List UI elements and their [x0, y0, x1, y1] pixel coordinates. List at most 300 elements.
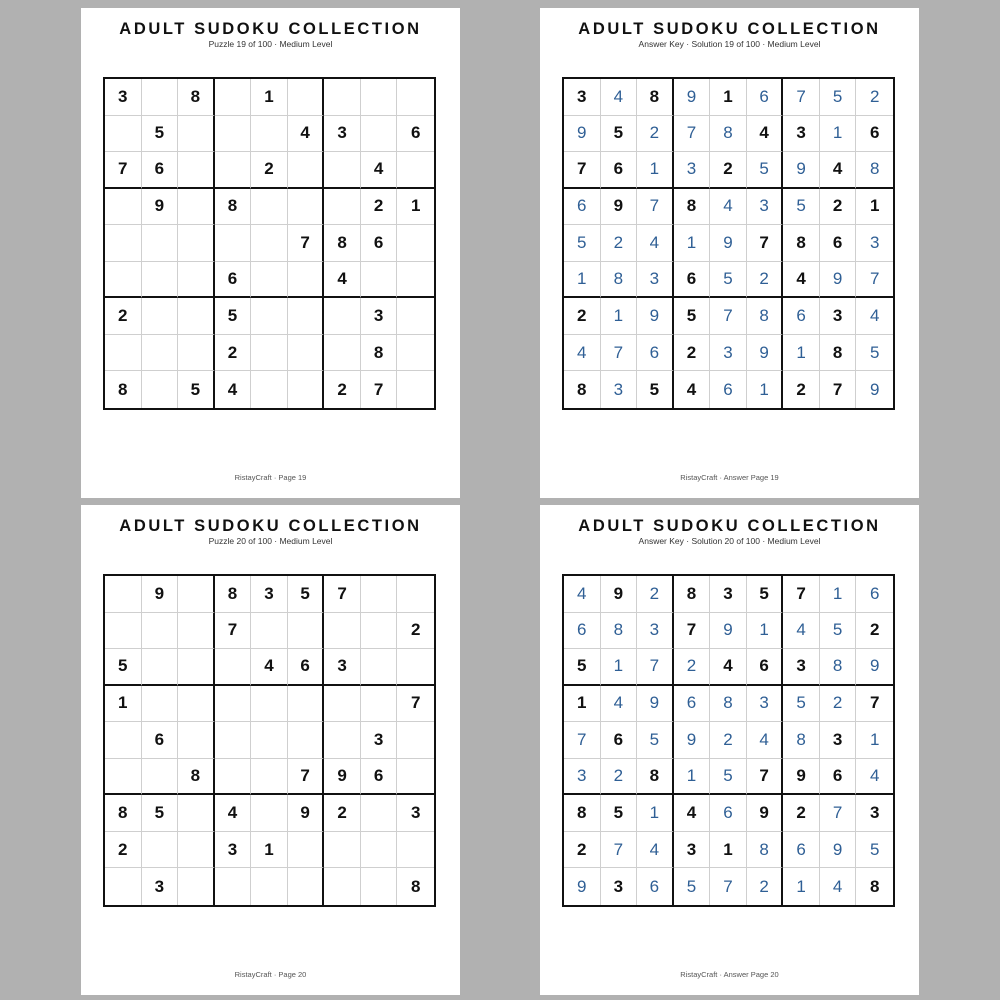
given-digit-cell: 5 [105, 649, 142, 686]
given-digit-cell: 8 [410, 876, 421, 896]
solution-digit-cell: 9 [783, 152, 820, 189]
empty-cell [288, 832, 325, 869]
given-digit-cell: 8 [674, 189, 711, 226]
solution-digit-cell: 9 [869, 379, 880, 399]
solution-digit-cell: 4 [601, 79, 638, 116]
empty-cell [142, 686, 179, 723]
empty-cell [397, 759, 434, 796]
solution-digit-cell: 2 [820, 686, 857, 723]
solution-digit-cell: 7 [710, 868, 747, 905]
solution-digit-cell: 7 [820, 795, 857, 832]
empty-cell [178, 649, 215, 686]
given-digit-cell: 8 [324, 225, 361, 262]
solution-digit-cell: 1 [564, 262, 601, 299]
given-digit-cell: 6 [288, 649, 325, 686]
solution-digit-cell: 1 [601, 298, 638, 335]
solution-digit-cell: 4 [601, 686, 638, 723]
sudoku-solution-grid [562, 77, 895, 410]
empty-cell [251, 722, 288, 759]
empty-cell [361, 868, 398, 905]
solution-digit-cell: 7 [856, 262, 893, 299]
given-digit-cell: 1 [856, 189, 893, 226]
given-digit-cell: 1 [710, 79, 747, 116]
given-digit-cell: 3 [215, 832, 252, 869]
empty-cell [251, 795, 288, 832]
page-title: ADULT SUDOKU COLLECTION [578, 517, 881, 535]
solution-digit-cell: 1 [783, 335, 820, 372]
empty-cell [251, 189, 288, 226]
solution-digit-cell: 9 [674, 79, 711, 116]
given-digit-cell: 7 [820, 371, 857, 408]
solution-digit-cell: 3 [637, 613, 674, 650]
page-footer: RistayCraft · Page 20 [234, 970, 307, 979]
empty-cell [178, 298, 215, 335]
given-digit-cell: 6 [856, 116, 893, 153]
empty-cell [251, 262, 288, 299]
solution-digit-cell: 1 [674, 759, 711, 796]
empty-cell [215, 686, 252, 723]
given-digit-cell: 2 [105, 832, 142, 869]
solution-digit-cell: 1 [637, 795, 674, 832]
given-digit-cell: 2 [710, 152, 747, 189]
empty-cell [288, 189, 325, 226]
given-digit-cell: 8 [637, 759, 674, 796]
solution-digit-cell: 9 [674, 722, 711, 759]
solution-digit-cell: 9 [710, 225, 747, 262]
empty-cell [361, 576, 398, 613]
sudoku-grid [103, 574, 436, 907]
given-digit-cell: 4 [710, 649, 747, 686]
given-digit-cell: 3 [820, 722, 857, 759]
given-digit-cell: 5 [601, 116, 638, 153]
empty-cell [142, 262, 179, 299]
given-digit-cell: 4 [820, 152, 857, 189]
solution-digit-cell: 5 [564, 225, 601, 262]
given-digit-cell: 2 [215, 335, 252, 372]
empty-cell [361, 795, 398, 832]
solution-digit-cell: 4 [820, 868, 857, 905]
solution-digit-cell: 1 [783, 868, 820, 905]
empty-cell [251, 298, 288, 335]
empty-cell [215, 79, 252, 116]
given-digit-cell: 8 [105, 371, 142, 408]
solution-digit-cell: 9 [820, 262, 857, 299]
empty-cell [397, 335, 434, 372]
given-digit-cell: 7 [361, 371, 398, 408]
given-digit-cell: 3 [783, 649, 820, 686]
given-digit-cell: 1 [251, 832, 288, 869]
solution-digit-cell: 4 [856, 298, 893, 335]
solution-digit-cell: 3 [710, 335, 747, 372]
given-digit-cell: 7 [288, 225, 325, 262]
given-digit-cell: 3 [251, 576, 288, 613]
given-digit-cell: 2 [397, 613, 434, 650]
solution-digit-cell: 8 [710, 116, 747, 153]
solution-digit-cell: 6 [783, 832, 820, 869]
given-digit-cell: 6 [601, 722, 638, 759]
empty-cell [288, 371, 325, 408]
solution-digit-cell: 5 [710, 759, 747, 796]
solution-digit-cell: 3 [856, 225, 893, 262]
given-digit-cell: 8 [215, 189, 252, 226]
solution-digit-cell: 4 [637, 225, 674, 262]
empty-cell [105, 189, 142, 226]
empty-cell [288, 335, 325, 372]
empty-cell [215, 225, 252, 262]
solution-digit-cell: 3 [747, 686, 784, 723]
given-digit-cell: 7 [674, 613, 711, 650]
given-digit-cell: 5 [564, 649, 601, 686]
solution-digit-cell: 2 [601, 759, 638, 796]
empty-cell [105, 722, 142, 759]
given-digit-cell: 5 [142, 116, 179, 153]
answer-page-20 [540, 505, 919, 995]
given-digit-cell: 7 [324, 576, 361, 613]
empty-cell [142, 79, 179, 116]
given-digit-cell: 1 [397, 189, 434, 226]
given-digit-cell: 6 [397, 116, 434, 153]
empty-cell [178, 722, 215, 759]
empty-cell [142, 759, 179, 796]
given-digit-cell: 4 [324, 262, 361, 299]
solution-digit-cell: 2 [710, 722, 747, 759]
solution-digit-cell: 3 [674, 152, 711, 189]
solution-digit-cell: 5 [674, 868, 711, 905]
empty-cell [288, 152, 325, 189]
solution-digit-cell: 7 [601, 335, 638, 372]
given-digit-cell: 8 [820, 335, 857, 372]
solution-digit-cell: 2 [637, 576, 674, 613]
given-digit-cell: 2 [783, 795, 820, 832]
empty-cell [178, 189, 215, 226]
given-digit-cell: 9 [142, 576, 179, 613]
empty-cell [397, 576, 434, 613]
solution-digit-cell: 4 [564, 335, 601, 372]
empty-cell [105, 225, 142, 262]
page-title: ADULT SUDOKU COLLECTION [119, 20, 422, 38]
empty-cell [105, 262, 142, 299]
empty-cell [215, 759, 252, 796]
given-digit-cell: 5 [178, 371, 215, 408]
given-digit-cell: 7 [215, 613, 252, 650]
given-digit-cell: 5 [637, 371, 674, 408]
given-digit-cell: 8 [637, 79, 674, 116]
given-digit-cell: 8 [564, 371, 601, 408]
sudoku-solution-grid [562, 574, 895, 907]
given-digit-cell: 9 [747, 795, 784, 832]
empty-cell [142, 298, 179, 335]
given-digit-cell: 5 [215, 298, 252, 335]
answer-page-19 [540, 8, 919, 498]
solution-digit-cell: 6 [564, 613, 601, 650]
given-digit-cell: 1 [564, 686, 601, 723]
solution-digit-cell: 2 [747, 868, 784, 905]
given-digit-cell: 3 [397, 795, 434, 832]
empty-cell [324, 335, 361, 372]
given-digit-cell: 8 [215, 576, 252, 613]
page-subtitle: Answer Key · Solution 19 of 100 · Medium Level [638, 39, 821, 49]
empty-cell [142, 613, 179, 650]
solution-digit-cell: 1 [747, 613, 784, 650]
solution-digit-cell: 6 [564, 189, 601, 226]
solution-digit-cell: 6 [710, 371, 747, 408]
given-digit-cell: 5 [674, 298, 711, 335]
given-digit-cell: 3 [820, 298, 857, 335]
empty-cell [178, 686, 215, 723]
solution-digit-cell: 6 [783, 298, 820, 335]
page-title: ADULT SUDOKU COLLECTION [119, 517, 422, 535]
solution-digit-cell: 8 [601, 613, 638, 650]
puzzle-page-20 [81, 505, 460, 995]
given-digit-cell: 7 [105, 152, 142, 189]
given-digit-cell: 4 [288, 116, 325, 153]
solution-digit-cell: 5 [856, 832, 893, 869]
solution-digit-cell: 9 [637, 298, 674, 335]
given-digit-cell: 7 [856, 686, 893, 723]
solution-digit-cell: 4 [783, 613, 820, 650]
given-digit-cell: 2 [564, 298, 601, 335]
given-digit-cell: 6 [820, 225, 857, 262]
solution-digit-cell: 7 [564, 722, 601, 759]
given-digit-cell: 8 [105, 795, 142, 832]
empty-cell [288, 79, 325, 116]
empty-cell [215, 116, 252, 153]
empty-cell [178, 832, 215, 869]
given-digit-cell: 5 [142, 795, 179, 832]
page-footer: RistayCraft · Answer Page 19 [680, 473, 779, 482]
solution-digit-cell: 1 [820, 116, 857, 153]
empty-cell [178, 116, 215, 153]
empty-cell [397, 371, 434, 408]
given-digit-cell: 4 [251, 649, 288, 686]
given-digit-cell: 4 [215, 371, 252, 408]
solution-digit-cell: 4 [710, 189, 747, 226]
empty-cell [361, 79, 398, 116]
given-digit-cell: 3 [856, 795, 893, 832]
solution-digit-cell: 6 [637, 335, 674, 372]
solution-digit-cell: 8 [820, 649, 857, 686]
solution-digit-cell: 6 [710, 795, 747, 832]
empty-cell [178, 795, 215, 832]
solution-digit-cell: 4 [637, 832, 674, 869]
empty-cell [251, 225, 288, 262]
solution-digit-cell: 6 [637, 868, 674, 905]
empty-cell [251, 868, 288, 905]
given-digit-cell: 3 [361, 298, 398, 335]
empty-cell [324, 298, 361, 335]
solution-digit-cell: 8 [747, 832, 784, 869]
solution-digit-cell: 9 [820, 832, 857, 869]
solution-digit-cell: 5 [637, 722, 674, 759]
solution-digit-cell: 7 [637, 189, 674, 226]
solution-digit-cell: 9 [564, 116, 601, 153]
empty-cell [178, 225, 215, 262]
solution-digit-cell: 1 [856, 722, 893, 759]
solution-digit-cell: 1 [674, 225, 711, 262]
solution-digit-cell: 1 [820, 576, 857, 613]
empty-cell [215, 722, 252, 759]
empty-cell [288, 868, 325, 905]
solution-digit-cell: 4 [564, 576, 601, 613]
empty-cell [251, 686, 288, 723]
empty-cell [251, 613, 288, 650]
solution-digit-cell: 5 [820, 79, 857, 116]
solution-digit-cell: 5 [783, 686, 820, 723]
given-digit-cell: 5 [288, 576, 325, 613]
given-digit-cell: 2 [324, 795, 361, 832]
solution-digit-cell: 2 [601, 225, 638, 262]
empty-cell [324, 79, 361, 116]
solution-digit-cell: 7 [783, 79, 820, 116]
empty-cell [105, 868, 142, 905]
given-digit-cell: 6 [215, 262, 252, 299]
page-subtitle: Puzzle 20 of 100 · Medium Level [208, 536, 333, 546]
given-digit-cell: 3 [142, 868, 179, 905]
solution-digit-cell: 8 [601, 262, 638, 299]
given-digit-cell: 7 [288, 759, 325, 796]
empty-cell [142, 649, 179, 686]
solution-digit-cell: 9 [637, 686, 674, 723]
empty-cell [324, 722, 361, 759]
given-digit-cell: 6 [747, 649, 784, 686]
puzzle-page-19 [81, 8, 460, 498]
given-digit-cell: 4 [361, 152, 398, 189]
solution-digit-cell: 5 [820, 613, 857, 650]
given-digit-cell: 4 [674, 371, 711, 408]
page-subtitle: Answer Key · Solution 20 of 100 · Medium Level [638, 536, 821, 546]
solution-digit-cell: 3 [564, 759, 601, 796]
given-digit-cell: 7 [747, 759, 784, 796]
solution-digit-cell: 3 [601, 371, 638, 408]
solution-digit-cell: 9 [710, 613, 747, 650]
empty-cell [288, 686, 325, 723]
empty-cell [397, 298, 434, 335]
given-digit-cell: 6 [820, 759, 857, 796]
page-footer: RistayCraft · Page 19 [234, 473, 307, 482]
empty-cell [397, 152, 434, 189]
given-digit-cell: 4 [783, 262, 820, 299]
empty-cell [361, 832, 398, 869]
solution-digit-cell: 2 [856, 79, 893, 116]
empty-cell [178, 152, 215, 189]
given-digit-cell: 6 [142, 152, 179, 189]
page-footer: RistayCraft · Answer Page 20 [680, 970, 779, 979]
empty-cell [397, 722, 434, 759]
given-digit-cell: 8 [869, 876, 880, 896]
given-digit-cell: 2 [820, 189, 857, 226]
empty-cell [288, 298, 325, 335]
given-digit-cell: 7 [564, 152, 601, 189]
empty-cell [361, 613, 398, 650]
empty-cell [361, 649, 398, 686]
solution-digit-cell: 8 [747, 298, 784, 335]
empty-cell [251, 335, 288, 372]
given-digit-cell: 6 [674, 262, 711, 299]
given-digit-cell: 3 [564, 79, 601, 116]
empty-cell [105, 116, 142, 153]
empty-cell [288, 613, 325, 650]
empty-cell [215, 152, 252, 189]
given-digit-cell: 8 [178, 79, 215, 116]
given-digit-cell: 2 [674, 335, 711, 372]
empty-cell [397, 79, 434, 116]
empty-cell [288, 722, 325, 759]
given-digit-cell: 6 [361, 759, 398, 796]
empty-cell [215, 649, 252, 686]
solution-digit-cell: 8 [856, 152, 893, 189]
solution-digit-cell: 4 [747, 722, 784, 759]
solution-digit-cell: 4 [856, 759, 893, 796]
given-digit-cell: 4 [674, 795, 711, 832]
solution-digit-cell: 3 [747, 189, 784, 226]
solution-digit-cell: 1 [747, 371, 784, 408]
solution-digit-cell: 5 [710, 262, 747, 299]
empty-cell [105, 613, 142, 650]
given-digit-cell: 3 [361, 722, 398, 759]
solution-digit-cell: 7 [601, 832, 638, 869]
given-digit-cell: 5 [601, 795, 638, 832]
given-digit-cell: 1 [710, 832, 747, 869]
empty-cell [105, 759, 142, 796]
empty-cell [215, 868, 252, 905]
solution-digit-cell: 6 [747, 79, 784, 116]
empty-cell [178, 262, 215, 299]
solution-digit-cell: 2 [674, 649, 711, 686]
solution-digit-cell: 6 [856, 576, 893, 613]
empty-cell [178, 868, 215, 905]
empty-cell [251, 116, 288, 153]
given-digit-cell: 7 [397, 686, 434, 723]
given-digit-cell: 1 [251, 79, 288, 116]
solution-digit-cell: 9 [747, 335, 784, 372]
given-digit-cell: 2 [105, 298, 142, 335]
given-digit-cell: 6 [361, 225, 398, 262]
given-digit-cell: 7 [747, 225, 784, 262]
empty-cell [105, 335, 142, 372]
given-digit-cell: 4 [747, 116, 784, 153]
empty-cell [361, 262, 398, 299]
given-digit-cell: 6 [142, 722, 179, 759]
empty-cell [361, 686, 398, 723]
given-digit-cell: 2 [564, 832, 601, 869]
empty-cell [397, 225, 434, 262]
empty-cell [105, 576, 142, 613]
given-digit-cell: 3 [783, 116, 820, 153]
given-digit-cell: 8 [674, 576, 711, 613]
solution-digit-cell: 5 [783, 189, 820, 226]
given-digit-cell: 8 [361, 335, 398, 372]
solution-digit-cell: 1 [637, 152, 674, 189]
solution-digit-cell: 1 [601, 649, 638, 686]
empty-cell [142, 832, 179, 869]
empty-cell [324, 613, 361, 650]
empty-cell [178, 335, 215, 372]
empty-cell [397, 649, 434, 686]
empty-cell [324, 152, 361, 189]
solution-digit-cell: 2 [747, 262, 784, 299]
page-subtitle: Puzzle 19 of 100 · Medium Level [208, 39, 333, 49]
given-digit-cell: 2 [783, 371, 820, 408]
solution-digit-cell: 5 [747, 152, 784, 189]
given-digit-cell: 7 [783, 576, 820, 613]
solution-digit-cell: 3 [637, 262, 674, 299]
solution-digit-cell: 9 [564, 868, 601, 905]
given-digit-cell: 9 [288, 795, 325, 832]
solution-digit-cell: 7 [674, 116, 711, 153]
given-digit-cell: 2 [856, 613, 893, 650]
given-digit-cell: 4 [215, 795, 252, 832]
solution-digit-cell: 8 [783, 722, 820, 759]
